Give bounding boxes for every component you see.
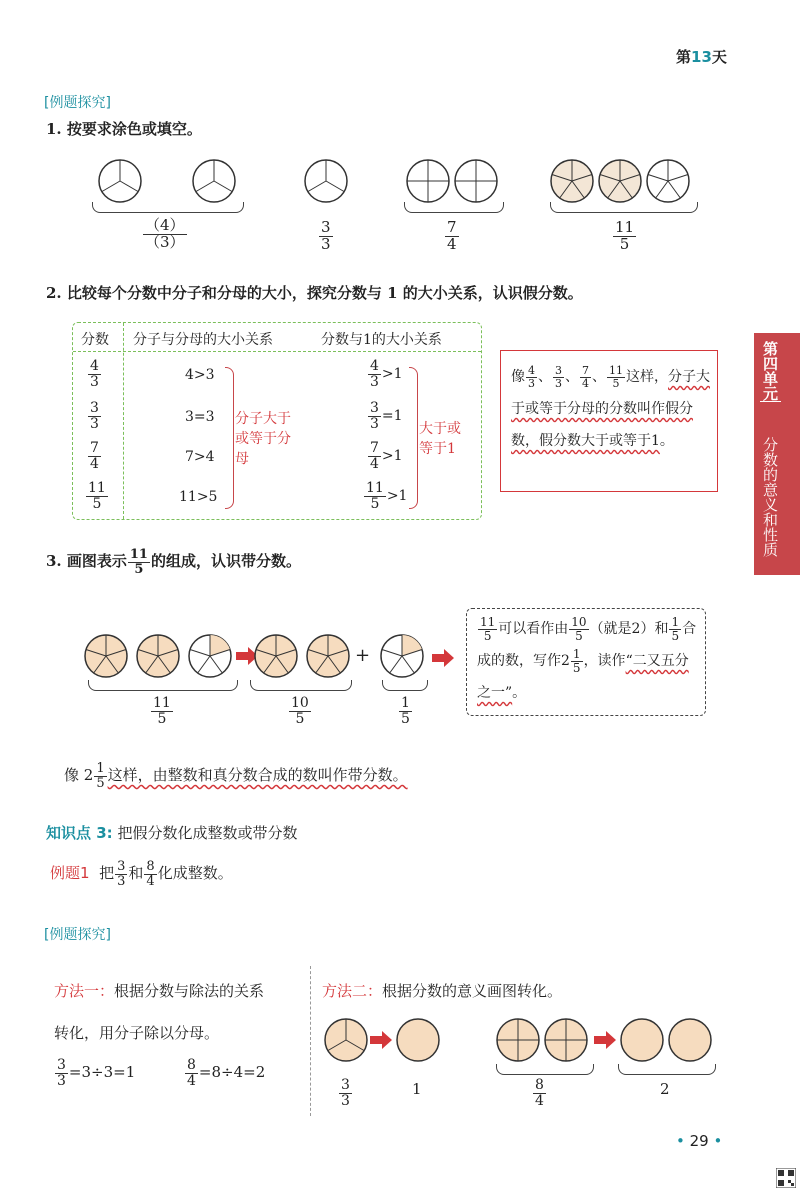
row-2-fraction: $\frac{3}{3}$ bbox=[90, 400, 99, 432]
m2-quarters-2 bbox=[545, 1019, 587, 1061]
method-divider bbox=[310, 966, 311, 1116]
row-3-relation: 7>4 bbox=[185, 449, 215, 465]
q1-brace-4 bbox=[550, 202, 698, 213]
method1-line2: 转化，用分子除以分母。 bbox=[54, 1024, 220, 1042]
q3-label-2: $\frac{10}{5}$ bbox=[291, 695, 309, 727]
circle-thirds-2 bbox=[193, 160, 235, 202]
day-suffix: 天 bbox=[711, 48, 727, 66]
m2-quarters-1 bbox=[497, 1019, 539, 1061]
unit-label: 第四单元 bbox=[761, 341, 779, 401]
q3-brace-1 bbox=[88, 680, 238, 691]
unit-topic: 分数的意义和性质 bbox=[761, 437, 779, 557]
q1-label-4: $\frac{11}{5}$ bbox=[615, 218, 635, 253]
m2-arrow-1 bbox=[370, 1031, 392, 1049]
day-number: 13 bbox=[691, 48, 712, 66]
compare-note: 大于或等于1 bbox=[419, 421, 461, 457]
q3-brace-2 bbox=[250, 680, 352, 691]
method1-eq1: $\frac{3}{3}$ =3÷3=1 bbox=[57, 1057, 136, 1089]
q3-title: 3. 画图表示 $\frac{11}{5}$ 的组成，认识带分数。 bbox=[46, 547, 301, 577]
mixed-number-definition: 像 2 $\frac{1}{5}$ 这样，由整数和真分数合成的数叫作带分数。 bbox=[64, 761, 408, 791]
q3-brace-3 bbox=[382, 680, 428, 691]
m2-brace-1 bbox=[496, 1064, 594, 1075]
m2-brace-2 bbox=[618, 1064, 716, 1075]
circle-fifths-2 bbox=[599, 160, 641, 202]
method1-eq2: $\frac{8}{4}$ =8÷4=2 bbox=[187, 1057, 266, 1089]
circle-thirds-3 bbox=[305, 160, 347, 202]
m2-label-two: 2 bbox=[660, 1080, 670, 1098]
table-header-row bbox=[73, 323, 481, 352]
header-fraction: 分数 bbox=[81, 332, 109, 348]
page-number: • 29 • bbox=[676, 1132, 723, 1150]
qr-code-icon bbox=[776, 1168, 796, 1188]
m2-whole-2 bbox=[621, 1019, 663, 1061]
q3-note-text: $\frac{11}{5}$ 可以看作由 $\frac{10}{5}$ （就是2）和 $\frac{1}{5}$ 合成的数，写作2 $\frac{1}{5}$ ，读作“二又五分之一”。 bbox=[477, 614, 697, 701]
section-tag-2: [例题探究] bbox=[44, 927, 111, 943]
q3-circle-2 bbox=[137, 635, 179, 677]
row-3-compare: $\frac{7}{4}$ >1 bbox=[370, 440, 403, 472]
compare-brace bbox=[409, 367, 418, 509]
m2-arrow-2 bbox=[594, 1031, 616, 1049]
m2-label-one: 1 bbox=[412, 1080, 422, 1098]
row-4-fraction: $\frac{11}{5}$ bbox=[88, 480, 106, 512]
q3-note-box bbox=[466, 608, 706, 716]
method2-line: 方法二：根据分数的意义画图转化。 bbox=[322, 982, 563, 1000]
table-col-divider bbox=[123, 323, 124, 519]
q1-label-3: $\frac{7}{4}$ bbox=[447, 218, 457, 253]
q1-brace-3 bbox=[404, 202, 504, 213]
m2-whole-1 bbox=[397, 1019, 439, 1061]
example-1: 例题1 把 $\frac{3}{3}$ 和 $\frac{8}{4}$ 化成整数。 bbox=[50, 859, 233, 889]
q3-label-3: $\frac{1}{5}$ bbox=[401, 695, 410, 727]
row-2-relation: 3=3 bbox=[185, 409, 215, 425]
q3-plus: + bbox=[355, 645, 371, 666]
knowledge-point: 知识点 3: 把假分数化成整数或带分数 bbox=[46, 824, 298, 842]
section-tag: [例题探究] bbox=[44, 95, 111, 111]
relation-brace bbox=[225, 367, 234, 509]
q3-circle-5 bbox=[307, 635, 349, 677]
row-1-fraction: $\frac{4}{3}$ bbox=[90, 358, 99, 390]
q3-label-1: $\frac{11}{5}$ bbox=[153, 695, 171, 727]
q3-circle-4 bbox=[255, 635, 297, 677]
q3-circles bbox=[80, 628, 460, 686]
row-3-fraction: $\frac{7}{4}$ bbox=[90, 440, 99, 472]
improper-definition-text: 像 $\frac{4}{3}$ 、 $\frac{3}{3}$ 、 $\frac{7}{4}$ 、 $\frac{11}{5}$ 这样，分子大于或等于分母的分数叫作假分数，假分数大于或等于1。 bbox=[511, 363, 710, 449]
q3-circle-6 bbox=[381, 635, 423, 677]
m2-thirds bbox=[325, 1019, 367, 1061]
row-2-compare: $\frac{3}{3}$ =1 bbox=[370, 400, 403, 432]
q1-label-2: $\frac{3}{3}$ bbox=[321, 218, 331, 253]
method2-circles bbox=[320, 1016, 720, 1068]
m2-label-2: $\frac{8}{4}$ bbox=[535, 1077, 544, 1109]
row-4-relation: 11>5 bbox=[179, 489, 218, 505]
circle-quarters-2 bbox=[455, 160, 497, 202]
q3-arrow-2 bbox=[432, 648, 458, 668]
row-1-compare: $\frac{4}{3}$ >1 bbox=[370, 358, 403, 390]
q3-circle-1 bbox=[85, 635, 127, 677]
comparison-table-box bbox=[72, 322, 482, 520]
unit-sidebar bbox=[754, 333, 800, 575]
m2-label-1: $\frac{3}{3}$ bbox=[341, 1077, 350, 1109]
q1-title: 1. 按要求涂色或填空。 bbox=[46, 120, 202, 138]
header-relation: 分子与分母的大小关系 bbox=[133, 332, 273, 348]
circle-fifths-1 bbox=[551, 160, 593, 202]
day-header bbox=[676, 46, 727, 67]
header-compare: 分数与1的大小关系 bbox=[321, 332, 442, 348]
m2-whole-3 bbox=[669, 1019, 711, 1061]
day-prefix: 第 bbox=[676, 48, 692, 66]
q2-title: 2. 比较每个分数中分子和分母的大小，探究分数与 1 的大小关系，认识假分数。 bbox=[46, 284, 583, 302]
q1-brace-1 bbox=[92, 202, 244, 213]
q1-label-1: $\frac{(4)}{(3)}$ bbox=[145, 216, 185, 251]
improper-definition-box bbox=[500, 350, 718, 492]
method1-line1: 方法一：根据分数与除法的关系 bbox=[54, 982, 265, 1000]
row-1-relation: 4>3 bbox=[185, 367, 215, 383]
circle-quarters-1 bbox=[407, 160, 449, 202]
q3-circle-3 bbox=[189, 635, 231, 677]
relation-note: 分子大于或等于分母 bbox=[235, 411, 291, 467]
circle-fifths-3 bbox=[647, 160, 689, 202]
circle-thirds-1 bbox=[99, 160, 141, 202]
row-4-compare: $\frac{11}{5}$ >1 bbox=[366, 480, 408, 512]
